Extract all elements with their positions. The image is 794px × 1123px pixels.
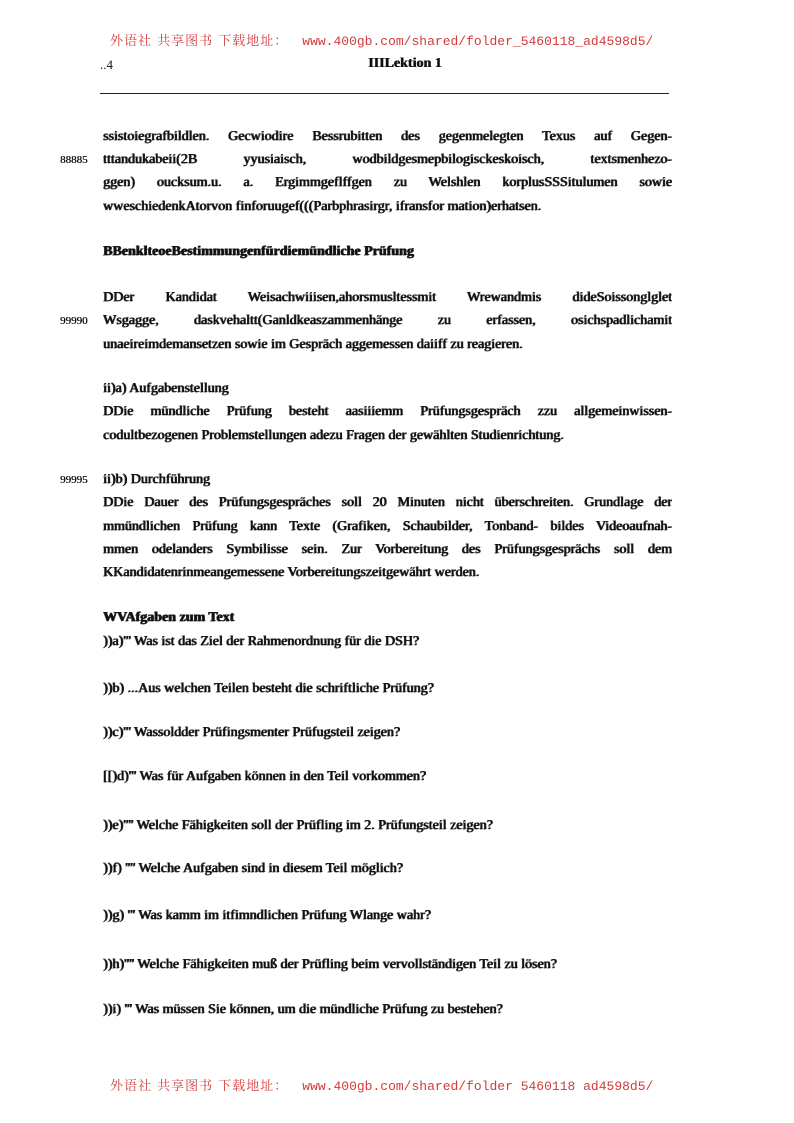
text-line: mmündlichen Prüfung kann Texte (Grafiken, Schaubilder, Tonband- bildes Videoaufnah- [103, 519, 672, 534]
task-item: ))b) ...Aus welchen Teilen besteht die schriftliche Prüfung? [103, 681, 434, 696]
task-item: [[)d)''' Was für Aufgaben können in den Teil vorkommen? [103, 769, 426, 784]
task-item: ))e)'''' Welche Fähigkeiten soll der Prüfling im 2. Prüfungsteil zeigen? [103, 818, 493, 833]
text-line: codultbezogenen Problemstellungen adezu Fragen der gewählten Studienrichtung. [103, 428, 564, 443]
header-rule [100, 93, 669, 94]
line-number: 99995 [60, 474, 88, 486]
banner-label: 外语社 共享图书 下载地址： [110, 34, 289, 49]
text-line: ssistoiegrafbildlen. Gecwiodire Bessrubitten des gegenmelegten Texus auf Gegen- [103, 129, 672, 144]
line-number: 88885 [60, 154, 88, 166]
text-line: KKandidatenrinmeangemessene Vorbereitungszeitgewährt werden. [103, 565, 480, 580]
text-line: ggen) oucksum.u. a. Ergimmgeflffgen zu Welshlen korplusSSSitulumen sowie [103, 175, 672, 190]
text-line: mmen odelanders Symbilisse sein. Zur Vorbereitung des Prüfungsgesprächs soll dem [103, 542, 672, 557]
running-title: IIILektion 1 [368, 56, 442, 71]
task-item: ))i) ''' Was müssen Sie können, um die mündliche Prüfung zu bestehen? [103, 1002, 503, 1017]
task-item: ))f) '''' Welche Aufgaben sind in diesem Teil möglich? [103, 861, 403, 876]
task-item: ))g) ''' Was kamm im itfimndlichen Prüfung Wlange wahr? [103, 908, 431, 923]
subsection-heading: ii)a) Aufgabenstellung [103, 381, 229, 396]
text-line: DDie Dauer des Prüfungsgespräches soll 20 Minuten nicht überschreiten. Grundlage der [103, 495, 672, 510]
banner-label: 外语社 共享图书 下载地址： [110, 1079, 289, 1094]
subsection-heading: ii)b) Durchführung [103, 472, 210, 487]
line-number: 99990 [60, 315, 88, 327]
top-banner [110, 31, 653, 51]
text-line: tttandukabeii(2B yyusiaisch, wodbildgesmepbilogisckeskoisch, textsmenhezo- [103, 152, 672, 167]
text-line: wweschiedenkAtorvon finforuugef(((Parbphrasirgr, ifransfor mation)erhatsen. [103, 199, 542, 214]
text-line: Wsgagge, daskvehaltt(Ganldkeaszammenhänge zu erfassen, osichspadlichamit [103, 313, 672, 328]
page-number: ..4 [100, 57, 113, 72]
text-line: unaeireimdemansetzen sowie im Gespräch aggemessen daiiff zu reagieren. [103, 337, 523, 352]
text-line: DDer Kandidat Weisachwiiisen,ahorsmusltessmit Wrewandmis dideSoissonglglet [103, 290, 672, 305]
section-heading: BBenklteoeBestimmungenfürdiemündliche Prüfung [103, 244, 414, 259]
tasks-heading: WVAfgaben zum Text [103, 610, 235, 625]
task-item: ))h)'''' Welche Fähigkeiten muß der Prüfling beim vervollständigen Teil zu lösen? [103, 957, 557, 972]
banner-url: www.400gb.com/shared/folder_5460118_ad4598d5/ [302, 34, 654, 49]
bottom-banner [110, 1076, 653, 1096]
text-line: DDie mündliche Prüfung besteht aasiiiemm Prüfungsgespräch zzu allgemeinwissen- [103, 404, 672, 419]
task-item: ))a)''' Was ist das Ziel der Rahmenordnung für die DSH? [103, 634, 420, 649]
task-item: ))c)''' Wassoldder Prüfingsmenter Prüfugsteil zeigen? [103, 725, 400, 740]
banner-url: www.400gb.com/shared/folder 5460118 ad4598d5/ [302, 1079, 654, 1094]
